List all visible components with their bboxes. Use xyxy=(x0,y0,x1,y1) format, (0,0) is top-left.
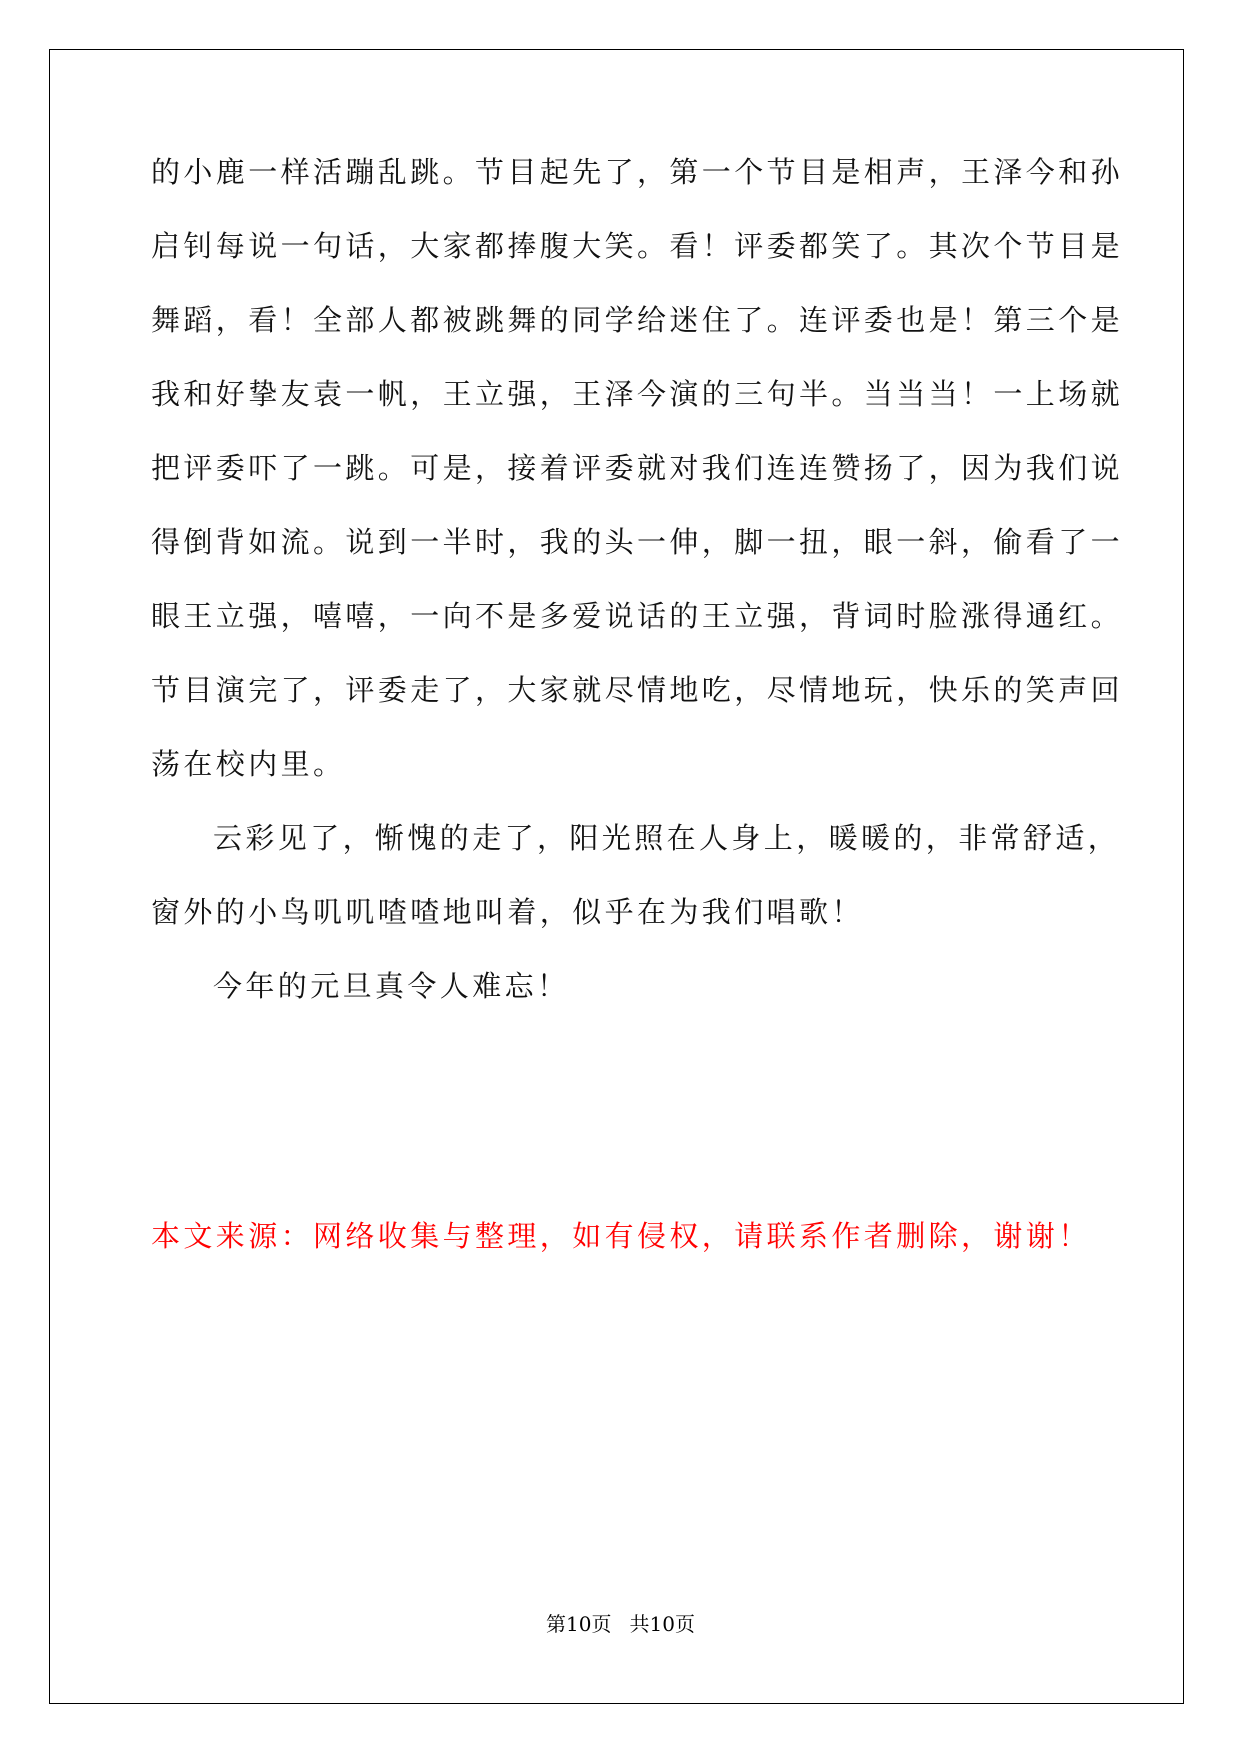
page-number: 第10页 xyxy=(546,1612,612,1636)
page-frame xyxy=(49,49,1184,1704)
body-line: 眼王立强，嘻嘻，一向不是多爱说话的王立强，背词时脸涨得通红。 xyxy=(151,599,1124,633)
body-line: 节目演完了，评委走了，大家就尽情地吃，尽情地玩，快乐的笑声回 xyxy=(151,673,1124,707)
body-line: 得倒背如流。说到一半时，我的头一伸，脚一扭，眼一斜，偷看了一 xyxy=(151,525,1124,559)
body-line: 荡在校内里。 xyxy=(151,747,346,781)
body-line: 的小鹿一样活蹦乱跳。节目起先了，第一个节目是相声，王泽今和孙 xyxy=(151,155,1124,189)
body-line: 我和好挚友袁一帆，王立强，王泽今演的三句半。当当当！一上场就 xyxy=(151,377,1124,411)
body-line: 舞蹈，看！全部人都被跳舞的同学给迷住了。连评委也是！第三个是 xyxy=(151,303,1124,337)
body-line: 窗外的小鸟叽叽喳喳地叫着，似乎在为我们唱歌！ xyxy=(151,895,864,929)
page-footer xyxy=(0,1611,1241,1637)
body-line: 云彩见了，惭愧的走了，阳光照在人身上，暖暖的，非常舒适， xyxy=(213,821,1121,855)
page-total: 共10页 xyxy=(629,1612,695,1636)
source-note: 本文来源：网络收集与整理，如有侵权，请联系作者删除，谢谢！ xyxy=(151,1219,1091,1253)
body-line: 启钊每说一句话，大家都捧腹大笑。看！评委都笑了。其次个节目是 xyxy=(151,229,1124,263)
body-line: 今年的元旦真令人难忘！ xyxy=(213,969,570,1003)
body-line: 把评委吓了一跳。可是，接着评委就对我们连连赞扬了，因为我们说 xyxy=(151,451,1124,485)
